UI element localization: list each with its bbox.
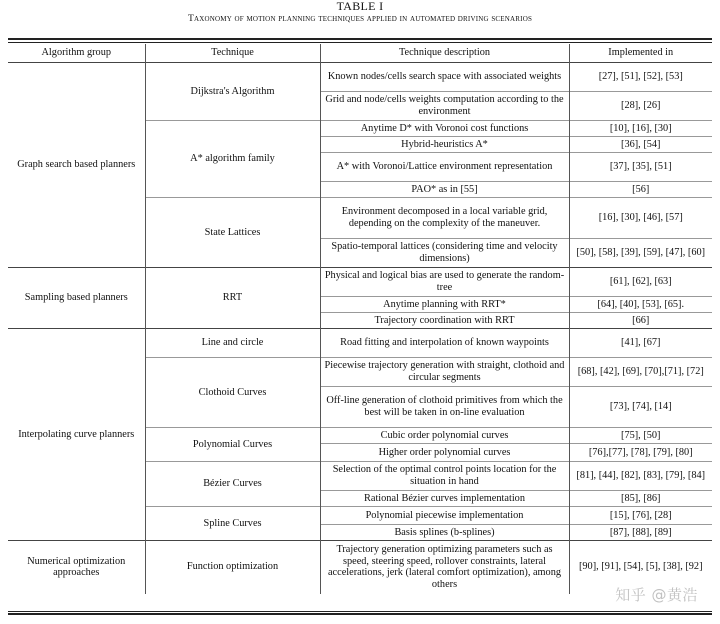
technique-cell: Dijkstra's Algorithm xyxy=(145,63,320,121)
technique-cell: A* algorithm family xyxy=(145,121,320,198)
algorithm-group-cell: Interpolating curve planners xyxy=(8,329,145,541)
technique-description-cell: Anytime D* with Voronoi cost functions xyxy=(320,121,569,137)
technique-cell: RRT xyxy=(145,268,320,329)
top-rule-outer xyxy=(8,38,712,40)
technique-description-cell: A* with Voronoi/Lattice environment representation xyxy=(320,153,569,182)
implemented-in-cell: [90], [91], [54], [5], [38], [92] xyxy=(569,541,712,594)
table-row xyxy=(8,541,712,594)
implemented-in-cell: [64], [40], [53], [65]. xyxy=(569,297,712,313)
technique-description-cell: Rational Bézier curves implementation xyxy=(320,491,569,507)
technique-description-cell: Trajectory coordination with RRT xyxy=(320,313,569,329)
bottom-rule-inner xyxy=(8,611,712,612)
implemented-in-cell: [85], [86] xyxy=(569,491,712,507)
table-row xyxy=(8,329,712,358)
technique-description-cell: Cubic order polynomial curves xyxy=(320,428,569,444)
technique-cell: Clothoid Curves xyxy=(145,358,320,428)
implemented-in-cell: [10], [16], [30] xyxy=(569,121,712,137)
watermark: 知乎 @黄浩 xyxy=(615,586,698,604)
implemented-in-cell: [76],[77], [78], [79], [80] xyxy=(569,444,712,462)
implemented-in-cell: [56] xyxy=(569,182,712,198)
algorithm-group-cell: Graph search based planners xyxy=(8,63,145,268)
bottom-rule-outer xyxy=(8,613,712,615)
implemented-in-cell: [41], [67] xyxy=(569,329,712,358)
technique-description-cell: Spatio-temporal lattices (considering time and velocity dimensions) xyxy=(320,239,569,268)
header-technique-description: Technique description xyxy=(320,44,569,63)
technique-cell: Polynomial Curves xyxy=(145,428,320,462)
technique-cell: Spline Curves xyxy=(145,507,320,541)
technique-description-cell: Known nodes/cells search space with associated weights xyxy=(320,63,569,92)
table-row xyxy=(8,63,712,92)
technique-description-cell: Polynomial piecewise implementation xyxy=(320,507,569,525)
algorithm-group-cell: Numerical optimization approaches xyxy=(8,541,145,594)
table-row xyxy=(8,268,712,297)
technique-description-cell: Hybrid-heuristics A* xyxy=(320,137,569,153)
technique-description-cell: Anytime planning with RRT* xyxy=(320,297,569,313)
technique-description-cell: Environment decomposed in a local variable grid, depending on the complexity of the maneuver. xyxy=(320,198,569,239)
algorithm-group-cell: Sampling based planners xyxy=(8,268,145,329)
implemented-in-cell: [37], [35], [51] xyxy=(569,153,712,182)
header-technique: Technique xyxy=(145,44,320,63)
technique-cell: Bézier Curves xyxy=(145,462,320,507)
technique-description-cell: Off-line generation of clothoid primitives from which the best will be taken in on-line evaluation xyxy=(320,387,569,428)
technique-description-cell: Grid and node/cells weights computation according to the environment xyxy=(320,92,569,121)
implemented-in-cell: [61], [62], [63] xyxy=(569,268,712,297)
table-caption: Taxonomy of motion planning techniques applied in automated driving scenarios xyxy=(187,13,533,24)
implemented-in-cell: [66] xyxy=(569,313,712,329)
technique-description-cell: PAO* as in [55] xyxy=(320,182,569,198)
implemented-in-cell: [87], [88], [89] xyxy=(569,525,712,541)
implemented-in-cell: [75], [50] xyxy=(569,428,712,444)
header-algorithm-group: Algorithm group xyxy=(41,47,111,59)
technique-cell: Function optimization xyxy=(145,541,320,594)
technique-description-cell: Higher order polynomial curves xyxy=(320,444,569,462)
header-row xyxy=(8,44,712,63)
table-number: TABLE I xyxy=(336,0,384,13)
implemented-in-cell: [15], [76], [28] xyxy=(569,507,712,525)
implemented-in-cell: [68], [42], [69], [70],[71], [72] xyxy=(569,358,712,387)
technique-description-cell: Road fitting and interpolation of known waypoints xyxy=(320,329,569,358)
implemented-in-cell: [27], [51], [52], [53] xyxy=(569,63,712,92)
header-implemented-in: Implemented in xyxy=(569,44,712,63)
technique-description-cell: Physical and logical bias are used to generate the random-tree xyxy=(320,268,569,297)
implemented-in-cell: [28], [26] xyxy=(569,92,712,121)
technique-cell: Line and circle xyxy=(145,329,320,358)
taxonomy-table xyxy=(8,44,712,594)
technique-description-cell: Piecewise trajectory generation with straight, clothoid and circular segments xyxy=(320,358,569,387)
technique-description-cell: Selection of the optimal control points location for the situation in hand xyxy=(320,462,569,491)
implemented-in-cell: [81], [44], [82], [83], [79], [84] xyxy=(569,462,712,491)
implemented-in-cell: [16], [30], [46], [57] xyxy=(569,198,712,239)
table-body xyxy=(8,63,712,594)
implemented-in-cell: [73], [74], [14] xyxy=(569,387,712,428)
implemented-in-cell: [50], [58], [39], [59], [47], [60] xyxy=(569,239,712,268)
technique-description-cell: Trajectory generation optimizing parameters such as speed, steering speed, rollover constraints, lateral accelerations, jerk (lateral comfort optimization), among others xyxy=(320,541,569,594)
implemented-in-cell: [36], [54] xyxy=(569,137,712,153)
top-rule-inner xyxy=(8,42,712,43)
technique-cell: State Lattices xyxy=(145,198,320,268)
technique-description-cell: Basis splines (b-splines) xyxy=(320,525,569,541)
